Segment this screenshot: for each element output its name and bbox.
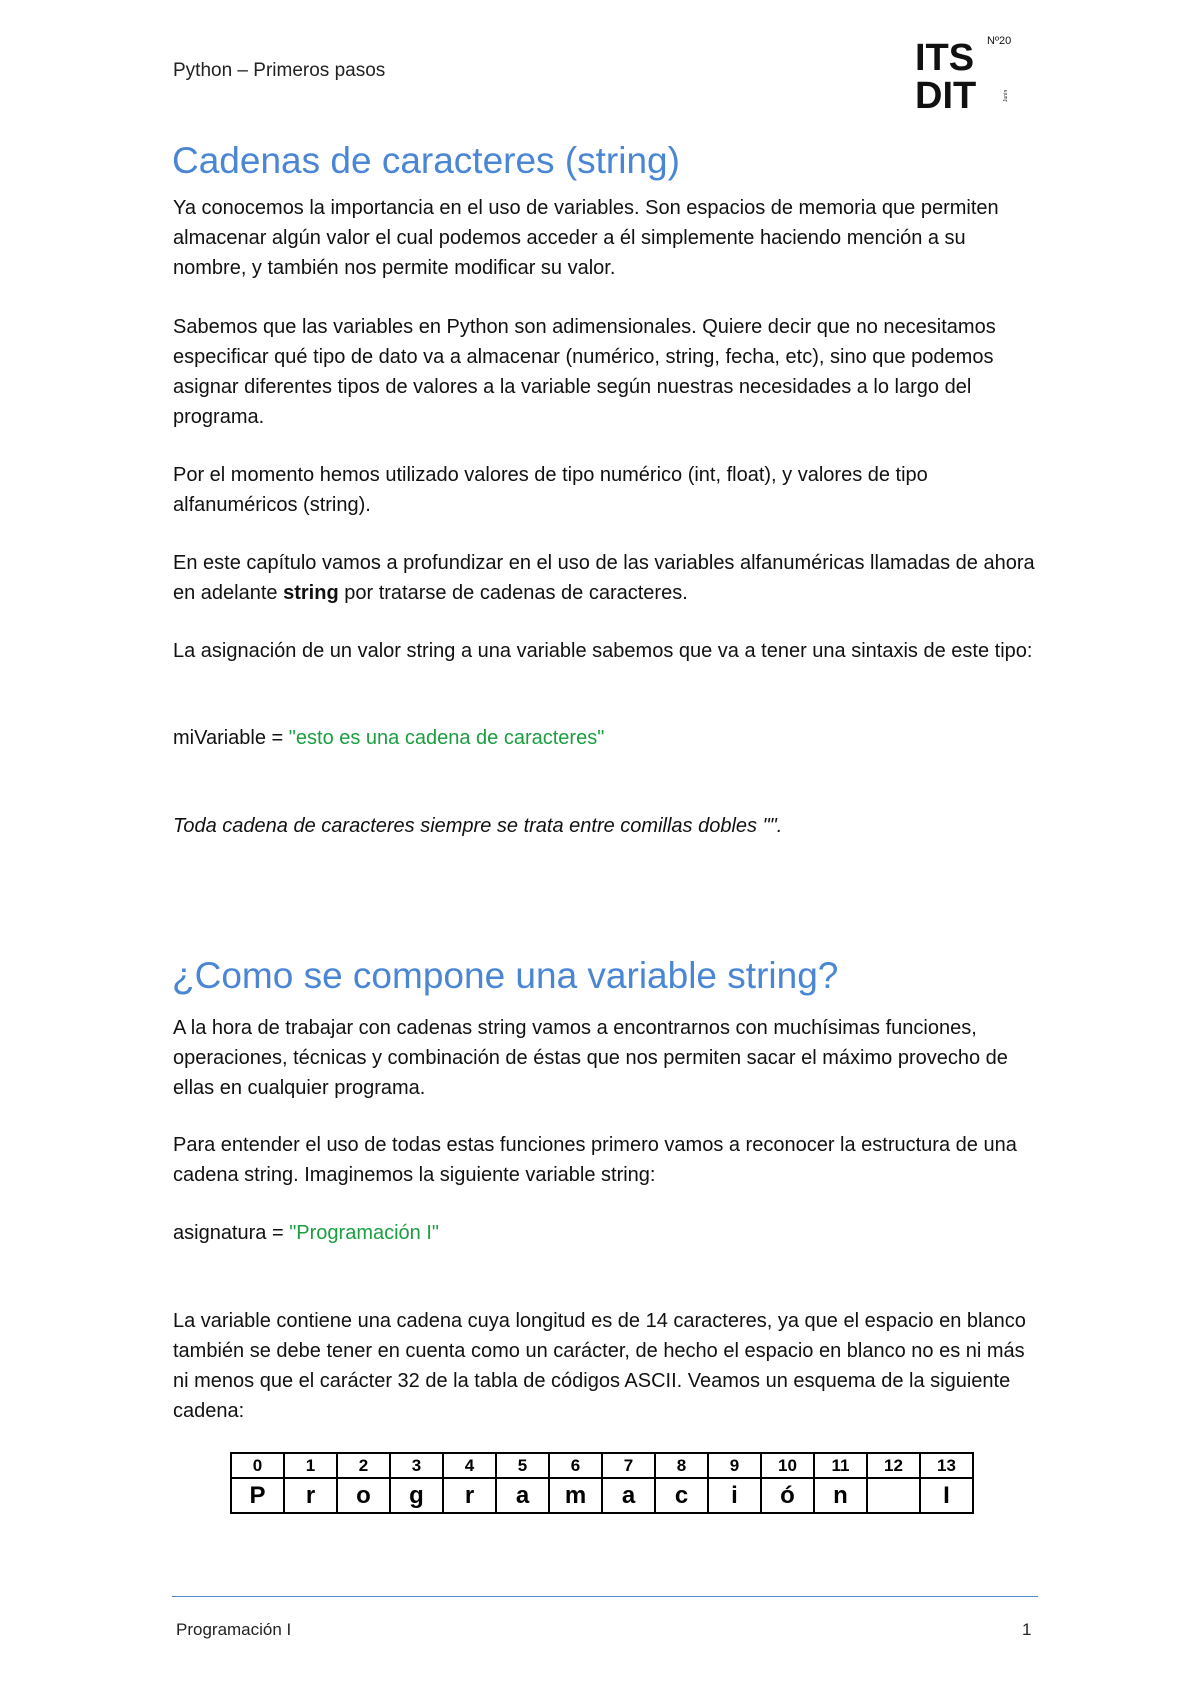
index-cell: 8	[655, 1453, 708, 1478]
section1-paragraph-4	[173, 548, 1043, 608]
logo-tiny-text: Junín	[1003, 89, 1009, 102]
institution-logo	[915, 30, 1015, 110]
char-cell: P	[231, 1478, 284, 1513]
logo-badge: Nº20	[987, 35, 1012, 47]
index-cell: 0	[231, 1453, 284, 1478]
logo-top-text: ITS	[915, 37, 975, 79]
index-cell: 4	[443, 1453, 496, 1478]
section1-paragraph-2: Sabemos que las variables en Python son adimensionales. Quiere decir que no necesitamos especificar qué tipo de dato va a almacenar (numérico, string, fecha, etc), sino que podemos asignar diferentes tipos de valores a la variable según nuestras necesidades a lo largo del programa.	[173, 316, 996, 428]
string-index-table	[230, 1452, 974, 1514]
section1-paragraph-5: La asignación de un valor string a una variable sabemos que va a tener una sintaxis de este tipo:	[173, 640, 1033, 662]
page-number: 1	[1022, 1620, 1032, 1639]
char-cell	[867, 1478, 920, 1513]
char-cell: c	[655, 1478, 708, 1513]
char-cell: r	[443, 1478, 496, 1513]
char-cell: I	[920, 1478, 973, 1513]
index-cell: 5	[496, 1453, 549, 1478]
char-cell: i	[708, 1478, 761, 1513]
index-cell: 9	[708, 1453, 761, 1478]
char-cell: ó	[761, 1478, 814, 1513]
code-example-2	[173, 1218, 1043, 1248]
p4-text-after: por tratarse de cadenas de caracteres.	[338, 582, 688, 604]
index-cell: 13	[920, 1453, 973, 1478]
section2-title: ¿Como se compone una variable string?	[172, 954, 839, 996]
section1-title: Cadenas de caracteres (string)	[172, 139, 680, 181]
index-cell: 3	[390, 1453, 443, 1478]
char-cell: m	[549, 1478, 602, 1513]
code-string-value: "esto es una cadena de caracteres"	[288, 727, 605, 749]
section2-paragraph-1: A la hora de trabajar con cadenas string vamos a encontrarnos con muchísimas funciones, operaciones, técnicas y combinación de éstas que nos permiten sacar el máximo provecho de ellas en cualquier programa.	[173, 1017, 1008, 1099]
char-cell: n	[814, 1478, 867, 1513]
footer-course: Programación I	[176, 1620, 292, 1639]
char-cell: r	[284, 1478, 337, 1513]
index-cell: 1	[284, 1453, 337, 1478]
code-example-1	[173, 723, 1043, 753]
logo-bottom-text: DIT	[915, 75, 977, 110]
index-row	[231, 1453, 973, 1478]
p4-bold-string: string	[283, 582, 339, 604]
char-cell: o	[337, 1478, 390, 1513]
index-cell: 6	[549, 1453, 602, 1478]
index-cell: 12	[867, 1453, 920, 1478]
section2-paragraph-2: Para entender el uso de todas estas funciones primero vamos a reconocer la estructura de una cadena string. Imaginemos la siguiente variable string:	[173, 1134, 1017, 1186]
section1-paragraph-3: Por el momento hemos utilizado valores de tipo numérico (int, float), y valores de tipo alfanuméricos (string).	[173, 464, 928, 516]
code-var-name: asignatura =	[173, 1222, 290, 1244]
section1-paragraph-1: Ya conocemos la importancia en el uso de variables. Son espacios de memoria que permiten almacenar algún valor el cual podemos acceder a él simplemente haciendo mención a su nombre, y también nos permite modificar su valor.	[173, 197, 999, 279]
char-row	[231, 1478, 973, 1513]
index-cell: 2	[337, 1453, 390, 1478]
char-cell: a	[602, 1478, 655, 1513]
footer-divider	[172, 1596, 1038, 1597]
p4-text-before: En este capítulo vamos a profundizar en el uso de las variables alfanuméricas llamadas de ahora en adelante	[173, 552, 1035, 604]
index-cell: 10	[761, 1453, 814, 1478]
section2-paragraph-3: La variable contiene una cadena cuya longitud es de 14 caracteres, ya que el espacio en blanco también se debe tener en cuenta como un carácter, de hecho el espacio en blanco no es ni más ni menos que el carácter 32 de la tabla de códigos ASCII. Veamos un esquema de la siguiente cadena:	[173, 1310, 1026, 1422]
index-cell: 11	[814, 1453, 867, 1478]
char-cell: a	[496, 1478, 549, 1513]
index-cell: 7	[602, 1453, 655, 1478]
header-title: Python – Primeros pasos	[173, 60, 386, 81]
code-var-name: miVariable =	[173, 727, 289, 749]
char-cell: g	[390, 1478, 443, 1513]
quotes-note: Toda cadena de caracteres siempre se trata entre comillas dobles "".	[173, 815, 783, 837]
code-string-value: "Programación I"	[289, 1222, 440, 1244]
